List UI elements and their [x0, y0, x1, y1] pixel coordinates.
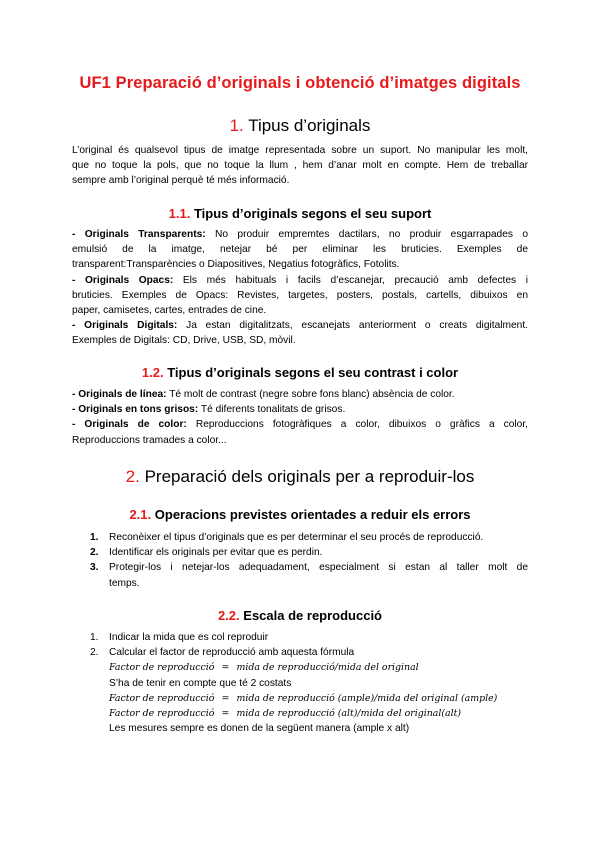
document-title: UF1 Preparació d’originals i obtenció d’imatges digitals	[79, 74, 521, 92]
formula-lhs: Factor de reproducció	[109, 708, 215, 720]
item-text: temps.	[109, 577, 140, 589]
item-text: Té molt de contrast (negre sobre fons blanc) absència de color.	[166, 389, 455, 400]
subsection-1-2-heading	[0, 365, 600, 380]
item-text: Reconèixer el tipus d’originals que es per determinar el seu procés de reproducció.	[109, 532, 484, 543]
text-line: paper, camisetes, cartes, entrades de cine.	[72, 305, 267, 317]
formula-lhs: Factor de reproducció	[109, 662, 215, 674]
list-marker: 3.	[90, 562, 99, 574]
list-item	[90, 645, 528, 736]
formula-equals: =	[221, 708, 230, 720]
text-line: Reproduccions tramades a color...	[72, 434, 227, 446]
section-number: 2.	[125, 467, 140, 486]
formula-rhs: mida de reproducció/mida del original	[236, 662, 419, 674]
item-text: Protegir-los i netejar-los adequadament, especialment si estan al taller molt de	[109, 562, 528, 574]
section-title: Preparació dels originals per a reproduir-los	[144, 467, 475, 486]
item-label: - Originals en tons grisos:	[72, 404, 199, 416]
list-item	[90, 530, 528, 545]
subsection-number: 2.1.	[129, 507, 152, 522]
section-title: Tipus d’originals	[248, 116, 371, 135]
item-text: Ja estan digitalitzats, escanejats anteriorment o creats digitalment.	[177, 320, 528, 332]
text-line: que no toque la pols, que no toque la llum , hem d’anar molt en compte. Hem de treballar	[72, 160, 528, 172]
item-text: Els més habituals i facils d’escanejar, precaució amb defectes i	[173, 274, 528, 286]
list-item	[72, 318, 528, 333]
subsection-title: Escala de reproducció	[243, 608, 383, 623]
text-line: Exemples de Digitals: CD, Drive, USB, SD, mòvil.	[72, 335, 296, 347]
section-2-heading	[0, 467, 600, 487]
reproduction-scale-list	[90, 630, 528, 736]
formula-lhs: Factor de reproducció	[109, 692, 215, 704]
formula-rhs: mida de reproducció (ample)/mida del original (ample)	[236, 692, 498, 704]
subsection-2-2-heading	[0, 608, 600, 623]
formula-rhs: mida de reproducció (alt)/mida del original(alt)	[236, 708, 461, 720]
contrast-types-list	[72, 387, 528, 448]
item-text: No produir empremtes dactilars, no produir esgarrapades o	[205, 229, 528, 240]
formula-width	[109, 691, 528, 706]
list-item	[72, 417, 528, 432]
item-text: Calcular el factor de reproducció amb aquesta fórmula	[109, 647, 355, 659]
subsection-title: Operacions previstes orientades a reduir els errors	[154, 507, 471, 522]
section-number: 1.	[229, 116, 244, 135]
item-text: Reproduccions fotogràfiques a color, dibuixos o gràfics a color,	[186, 419, 528, 431]
list-item	[90, 560, 528, 590]
section-1-intro	[72, 143, 528, 189]
text-line: transparent:Transparències o Diapositives, Negatius fotogràfics, Fotolits.	[72, 259, 400, 271]
formula-ratio	[109, 660, 528, 675]
item-label: - Originals Transparents:	[72, 229, 206, 240]
subsection-number: 1.1.	[168, 206, 191, 221]
section-1-heading	[0, 116, 600, 136]
item-label: - Originals de color:	[72, 419, 187, 431]
list-item	[72, 402, 528, 417]
item-text: Indicar la mida que es col reproduir	[109, 632, 269, 643]
subsection-title: Tipus d’originals segons el seu contrast i color	[167, 365, 459, 380]
subsection-1-1-heading	[0, 206, 600, 221]
error-operations-list	[90, 530, 528, 591]
text-line: sempre amb l’original perquè té més informació.	[72, 175, 290, 187]
list-item	[90, 630, 528, 645]
text-line: L’original és qualsevol tipus de imatge representada sobre un suport. No manipular les molt,	[72, 145, 528, 156]
list-marker: 2.	[90, 647, 99, 659]
text-line: emulsió de la imatge, netejar bé per eliminar les bruticies. Exemples de	[72, 244, 528, 256]
list-item	[72, 387, 528, 402]
formula-height	[109, 706, 528, 721]
item-label: - Originals Opacs:	[72, 274, 174, 286]
item-text: Identificar els originals per evitar que es perdin.	[109, 547, 323, 559]
text-line: bruticies. Exemples de Opacs: Revistes, targetes, posters, postals, cartells, dibuixos en	[72, 289, 528, 301]
list-marker: 1.	[90, 532, 99, 543]
subsection-number: 1.2.	[141, 365, 164, 380]
list-item	[72, 227, 528, 242]
formula-note: S’ha de tenir en compte que té 2 costats	[109, 677, 292, 689]
subsection-number: 2.2.	[217, 608, 240, 623]
subsection-title: Tipus d’originals segons el seu suport	[193, 206, 432, 221]
subsection-2-1-heading	[0, 507, 600, 522]
list-item	[90, 545, 528, 560]
list-item	[72, 273, 528, 288]
item-label: - Originals de línea:	[72, 389, 167, 400]
support-types-list	[72, 227, 528, 349]
item-label: - Originals Digitals:	[72, 320, 178, 332]
item-text: Té diferents tonalitats de grisos.	[198, 404, 346, 416]
list-marker: 1.	[90, 632, 99, 643]
formula-equals: =	[221, 692, 230, 704]
formula-equals: =	[221, 662, 230, 674]
list-marker: 2.	[90, 547, 99, 559]
measurement-footer: Les mesures sempre es donen de la següent manera (ample x alt)	[109, 723, 410, 735]
